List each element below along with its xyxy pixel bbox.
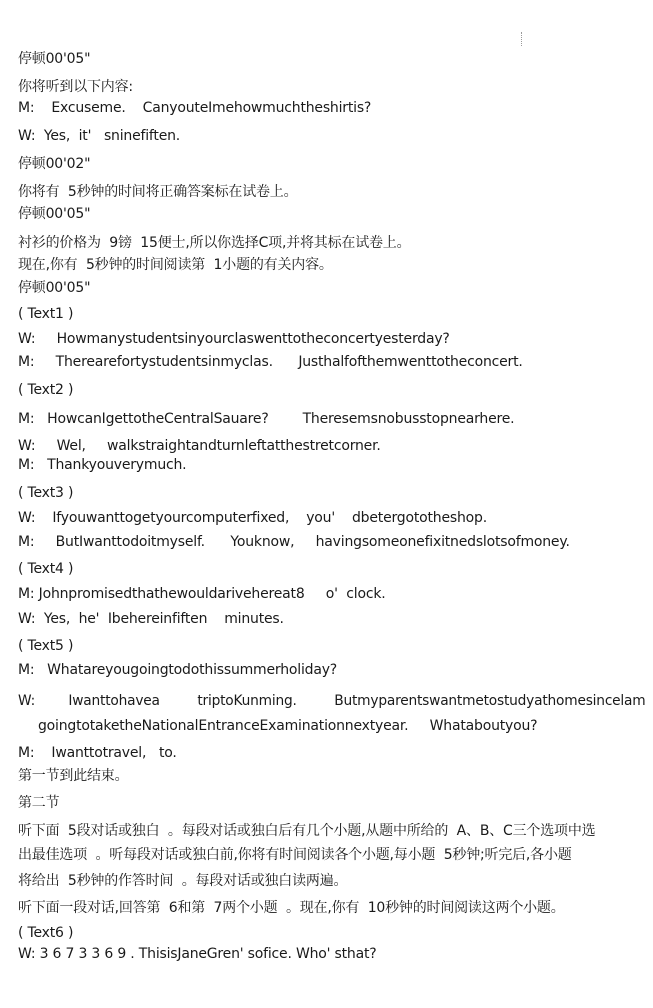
text-line: M: Johnpromisedthathewouldarivehereat8 o' clock. xyxy=(18,586,386,602)
section-label: ( Text2 ) xyxy=(18,382,74,398)
text-line: 听下面一段对话,回答第 6和第 7两个小题 。现在,你有 10秒钟的时间阅读这两个小题。 xyxy=(18,900,565,916)
text-line: 停顿00'05" xyxy=(18,51,91,67)
text-line: 你将有 5秒钟的时间将正确答案标在试卷上。 xyxy=(18,184,298,200)
scan-mark xyxy=(521,32,524,46)
text-line: M: Iwanttotravel, to. xyxy=(18,745,177,761)
text-line: 你将听到以下内容: xyxy=(18,79,133,95)
text-line: M: Whatareyougoingtodothissummerholiday? xyxy=(18,662,338,678)
section-label: ( Text4 ) xyxy=(18,561,74,577)
section-title: 第二节 xyxy=(18,795,60,811)
text-line: goingtotaketheNationalEntranceExaminationnextyear. Whataboutyou? xyxy=(38,718,538,734)
text-line: 衬衫的价格为 9镑 15便士,所以你选择C项,并将其标在试卷上。 xyxy=(18,235,411,251)
text-line: W: Yes, he' Ibehereinfiften minutes. xyxy=(18,611,284,627)
section-label: ( Text1 ) xyxy=(18,306,74,322)
text-line: 现在,你有 5秒钟的时间阅读第 1小题的有关内容。 xyxy=(18,257,333,273)
section-label: ( Text6 ) xyxy=(18,925,74,941)
text-line: W: Ifyouwanttogetyourcomputerfixed, you' dbetergototheshop. xyxy=(18,510,487,526)
section-label: ( Text5 ) xyxy=(18,638,74,654)
text-line: M: Therearefortystudentsinmyclas. Justhalfofthemwenttotheconcert. xyxy=(18,354,523,370)
text-line: 听下面 5段对话或独白 。每段对话或独白后有几个小题,从题中所给的 A、B、C三个选项中选 xyxy=(18,823,596,839)
text-line: W: 3 6 7 3 3 6 9 . ThisisJaneGren' sofice. Who' sthat? xyxy=(18,946,377,962)
text-line: M: HowcanIgettotheCentralSauare? Theresemsnobusstopnearhere. xyxy=(18,411,515,427)
text-line: W: Wel, walkstraightandturnleftatthestretcorner. xyxy=(18,438,381,454)
text-line: M: Excuseme. CanyouteImehowmuchtheshirtis? xyxy=(18,100,372,116)
text-line: M: ButIwanttodoitmyself. Youknow, havingsomeonefixitnedslotsofmoney. xyxy=(18,534,570,550)
text-line: 将给出 5秒钟的作答时间 。每段对话或独白读两遍。 xyxy=(18,873,348,889)
text-line: W: Iwanttohavea triptoKunming. Butmyparentswantmetostudyathomesincelam xyxy=(18,693,646,709)
text-line: 第一节到此结束。 xyxy=(18,768,129,784)
text-line: W: Yes, it' sninefiften. xyxy=(18,128,181,144)
text-line: 停顿00'05" xyxy=(18,280,91,296)
section-label: ( Text3 ) xyxy=(18,485,74,501)
text-line: 停顿00'05" xyxy=(18,206,91,222)
text-line: 出最佳选项 。听每段对话或独白前,你将有时间阅读各个小题,每小题 5秒钟;听完后,各小题 xyxy=(18,847,572,863)
text-line: W: Howmanystudentsinyourclaswenttotheconcertyesterday? xyxy=(18,331,450,347)
text-line: 停顿00'02" xyxy=(18,156,91,172)
text-line: M: Thankyouverymuch. xyxy=(18,457,187,473)
